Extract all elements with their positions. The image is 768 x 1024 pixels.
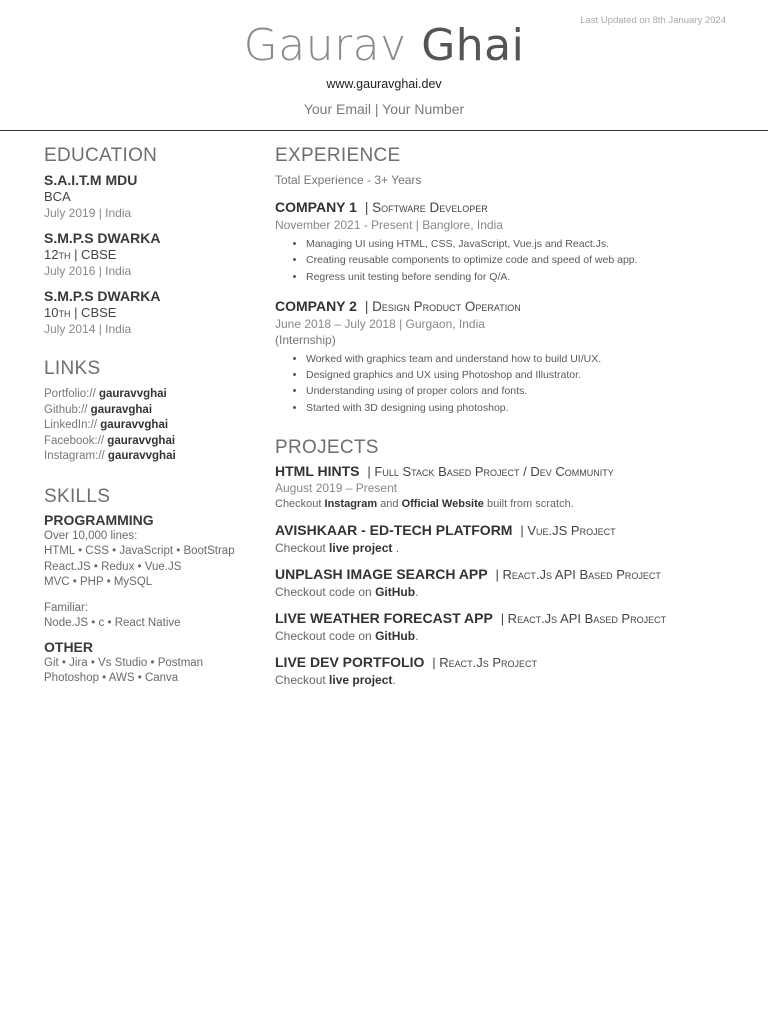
project-name: HTML HINTS: [275, 463, 360, 480]
link-github[interactable]: [44, 403, 259, 419]
projects-title: PROJECTS: [275, 437, 379, 459]
education-school: S.M.P.S DWARKA: [44, 288, 161, 304]
project-description: [275, 584, 745, 600]
desc-text: .: [392, 673, 396, 688]
desc-text: .: [392, 541, 400, 556]
github-link[interactable]: GitHub: [375, 629, 416, 644]
job-bullet: • Creating reusable components to optimize code and speed of web app.: [306, 252, 745, 268]
project-title: [275, 565, 745, 584]
familiar-skills: Node.JS • c • React Native: [44, 617, 181, 629]
link-portfolio[interactable]: [44, 387, 259, 403]
skill-line: Git • Jira • Vs Studio • Postman: [44, 656, 204, 669]
link-facebook[interactable]: [44, 434, 259, 450]
link-handle[interactable]: gauravvghai: [98, 388, 167, 400]
desc-text: built from scratch.: [483, 498, 574, 511]
job-bullet: • Regress unit testing before sending for Q/A.: [306, 269, 745, 285]
project-type: | Vue.JS Project: [520, 523, 616, 539]
official-website-link[interactable]: Official Website: [401, 498, 484, 511]
links-list: [44, 387, 259, 465]
company-name: COMPANY 2: [275, 297, 357, 314]
skill-line: Over 10,000 lines:: [44, 529, 138, 542]
website-link[interactable]: www.gauravghai.dev: [326, 77, 442, 91]
desc-text: Checkout code on: [275, 629, 376, 644]
job-title: [275, 198, 745, 217]
project-entry: [275, 609, 745, 644]
desc-text: Checkout: [275, 673, 330, 688]
live-project-link[interactable]: live project: [329, 541, 393, 556]
project-type: | Full Stack Based Project / Dev Community: [367, 464, 614, 480]
project-entry: [275, 462, 745, 512]
project-name: UNPLASH IMAGE SEARCH APP: [275, 566, 488, 583]
link-label: Instagram://: [44, 450, 105, 462]
job-role: | Design Product Operation: [364, 298, 521, 314]
first-name: Gaurav: [243, 20, 407, 71]
link-instagram[interactable]: [44, 449, 259, 465]
project-type: | React.Js Project: [432, 655, 538, 671]
link-label: Github://: [44, 403, 88, 416]
project-name: AVISHKAAR - ED-TECH PLATFORM: [275, 522, 513, 539]
job-bullet: • Started with 3D designing using photoshop.: [306, 400, 745, 416]
left-column: [44, 144, 259, 687]
project-description: [275, 672, 745, 688]
project-entry: [275, 653, 745, 688]
skill-line: MVC • PHP • MySQL: [44, 576, 153, 588]
link-handle[interactable]: gauravvghai: [107, 434, 176, 447]
instagram-link[interactable]: Instagram: [324, 498, 378, 511]
total-experience: Total Experience - 3+ Years: [275, 173, 422, 187]
familiar-label: Familiar:: [44, 601, 89, 614]
education-degree: 10th | CBSE: [44, 305, 117, 320]
education-degree: 12th | CBSE: [44, 247, 117, 262]
link-handle[interactable]: gauravvghai: [107, 450, 176, 462]
education-degree: BCA: [44, 189, 71, 204]
job-bullet: • Worked with graphics team and understand how to build UI/UX.: [306, 351, 745, 367]
project-date: August 2019 – Present: [275, 481, 398, 496]
project-name: LIVE DEV PORTFOLIO: [275, 654, 425, 671]
live-project-link[interactable]: live project: [329, 673, 393, 688]
project-title: [275, 462, 745, 481]
education-school: S.M.P.S DWARKA: [44, 230, 161, 246]
desc-text: .: [415, 585, 419, 600]
project-title: [275, 521, 745, 540]
project-entry: [275, 521, 745, 556]
job-bullets: [275, 236, 745, 285]
project-description: [275, 496, 745, 512]
link-handle[interactable]: gauravvghai: [100, 419, 169, 431]
project-title: [275, 653, 745, 672]
education-date: July 2016 | India: [44, 264, 132, 278]
last-updated-text: Last Updated on 8th January 2024: [580, 15, 726, 26]
desc-text: Checkout: [275, 498, 325, 511]
project-description: [275, 540, 745, 556]
education-entry: [44, 287, 259, 337]
skill-line: HTML • CSS • JavaScript • BootStrap: [44, 545, 235, 557]
contact-line: Your Email | Your Number: [303, 101, 465, 117]
experience-title: EXPERIENCE: [275, 145, 401, 166]
link-handle[interactable]: gauravghai: [90, 403, 153, 416]
education-entry: [44, 171, 259, 221]
resume-name: [0, 20, 768, 72]
link-label: Portfolio://: [44, 388, 96, 400]
skill-line: Photoshop • AWS • Canva: [44, 672, 179, 684]
header-divider: [0, 130, 768, 131]
job-bullet: • Understanding using of proper colors and fonts.: [306, 383, 745, 399]
project-name: LIVE WEATHER FORECAST APP: [275, 610, 493, 627]
desc-text: and: [377, 498, 402, 511]
project-type: | React.Js API Based Project: [500, 611, 667, 627]
education-school: S.A.I.T.M MDU: [44, 172, 138, 188]
project-entry: [275, 565, 745, 600]
education-date: July 2014 | India: [44, 322, 132, 336]
job-entry: [275, 297, 745, 416]
project-title: [275, 609, 745, 628]
skill-line: React.JS • Redux • Vue.JS: [44, 560, 182, 573]
company-name: COMPANY 1: [275, 199, 357, 215]
job-bullet: • Managing UI using HTML, CSS, JavaScript, Vue.js and React.Js.: [306, 236, 745, 252]
programming-heading: PROGRAMMING: [44, 511, 154, 528]
job-meta: June 2018 – July 2018 | Gurgaon, India: [275, 316, 485, 331]
last-name: Ghai: [421, 20, 525, 71]
desc-text: .: [415, 629, 419, 644]
right-column: [275, 144, 745, 688]
job-meta-internship: (Internship): [275, 332, 336, 347]
project-description: [275, 628, 745, 644]
education-title: EDUCATION: [44, 145, 158, 166]
job-title: [275, 297, 745, 316]
link-label: Facebook://: [44, 434, 105, 447]
other-heading: OTHER: [44, 638, 93, 655]
skills-title: SKILLS: [44, 485, 111, 507]
job-bullet: • Designed graphics and UX using Photoshop and Illustrator.: [306, 367, 745, 383]
links-title: LINKS: [44, 358, 101, 379]
project-type: | React.Js API Based Project: [495, 567, 661, 583]
education-date: July 2019 | India: [44, 206, 132, 220]
education-entry: [44, 229, 259, 279]
link-label: LinkedIn://: [44, 419, 98, 431]
desc-text: Checkout code on: [275, 585, 376, 600]
job-bullets: [275, 351, 745, 416]
link-linkedin[interactable]: [44, 418, 259, 434]
job-meta: November 2021 - Present | Banglore, India: [275, 218, 503, 232]
github-link[interactable]: GitHub: [375, 585, 416, 600]
desc-text: Checkout: [275, 541, 330, 556]
job-role: | Software Developer: [364, 200, 488, 215]
job-entry: [275, 198, 745, 285]
